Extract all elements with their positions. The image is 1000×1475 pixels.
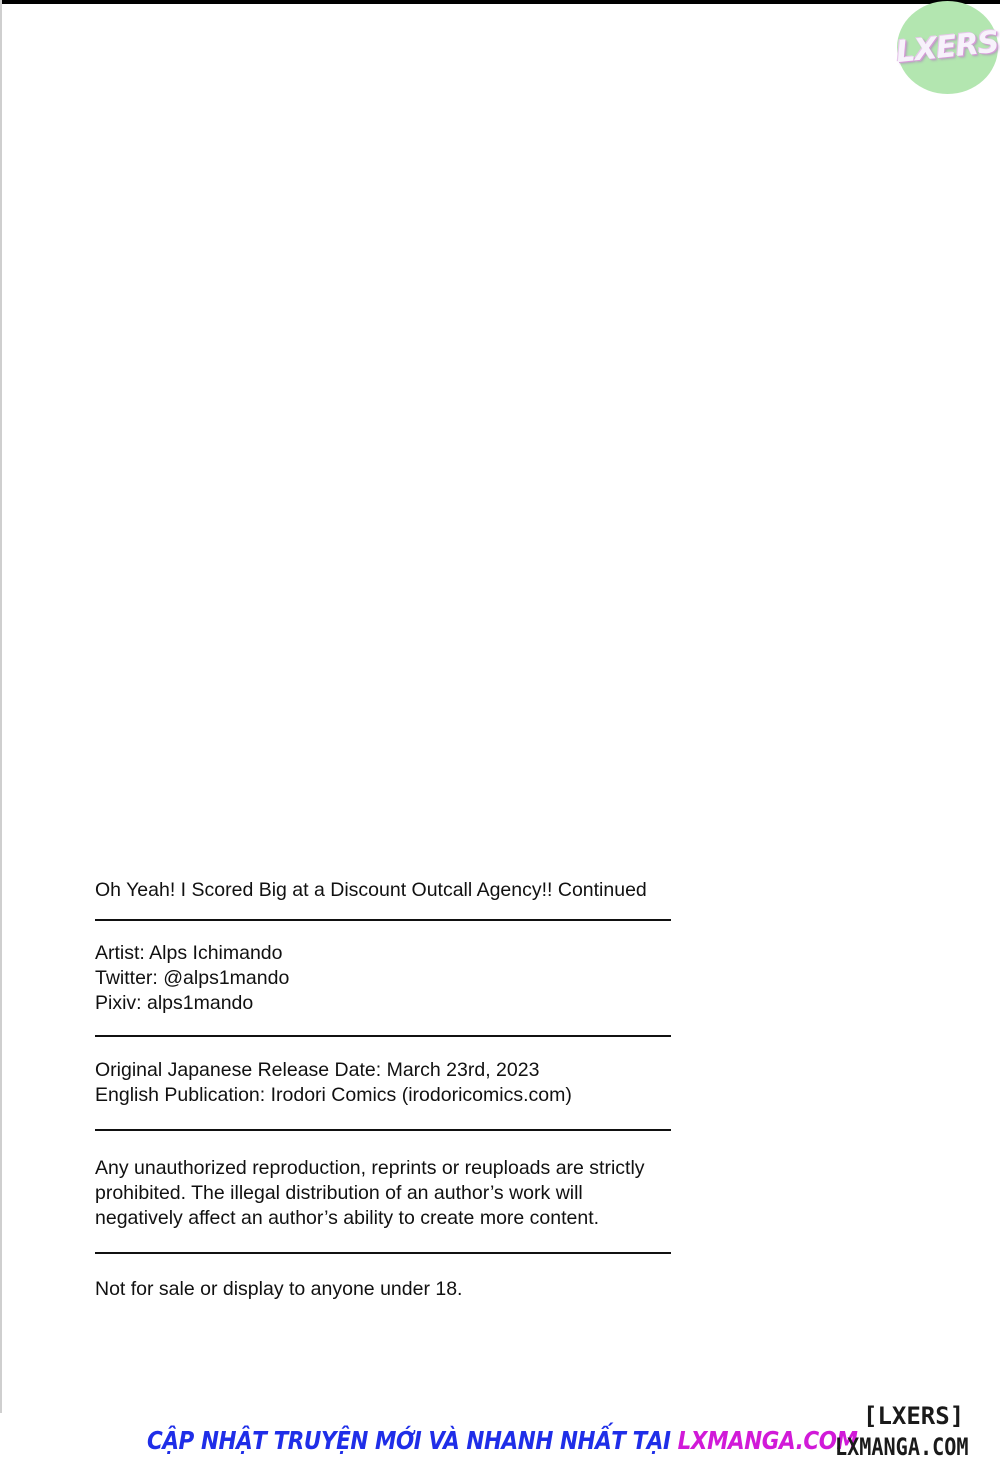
copyright-notice: Any unauthorized reproduction, reprints or reuploads are strictly prohibited. The illegal distribution of an author’s work will negatively affect an author’s ability to create more content.	[95, 1157, 645, 1229]
age-restriction-notice: Not for sale or display to anyone under 18.	[95, 1278, 463, 1300]
pixiv-credit: Pixiv: alps1mando	[95, 992, 254, 1014]
divider	[95, 1252, 671, 1254]
divider	[95, 919, 671, 921]
left-page-edge	[0, 0, 2, 1415]
lxers-watermark-logo	[894, 1, 1000, 94]
credits-block	[95, 875, 671, 1302]
update-banner-text: CẬP NHẬT TRUYỆN MỚI VÀ NHANH NHẤT TẠI	[147, 1426, 678, 1455]
divider	[95, 1035, 671, 1037]
twitter-credit: Twitter: @alps1mando	[95, 967, 290, 989]
watermark-logo-text: LXERS	[894, 24, 1000, 71]
publication-credit: English Publication: Irodori Comics (irodoricomics.com)	[95, 1084, 572, 1106]
work-title: Oh Yeah! I Scored Big at a Discount Outcall Agency!! Continued	[95, 879, 647, 901]
top-border	[0, 0, 1000, 4]
artist-credit: Artist: Alps Ichimando	[95, 942, 283, 964]
update-banner	[147, 1426, 858, 1455]
update-banner-site[interactable]: LXMANGA.COM	[677, 1426, 858, 1455]
divider	[95, 1129, 671, 1131]
lxers-brand-tag: [LXERS]	[863, 1402, 965, 1430]
lxmanga-site-link[interactable]: LXMANGA.COM	[835, 1433, 969, 1461]
release-date: Original Japanese Release Date: March 23rd, 2023	[95, 1059, 540, 1081]
